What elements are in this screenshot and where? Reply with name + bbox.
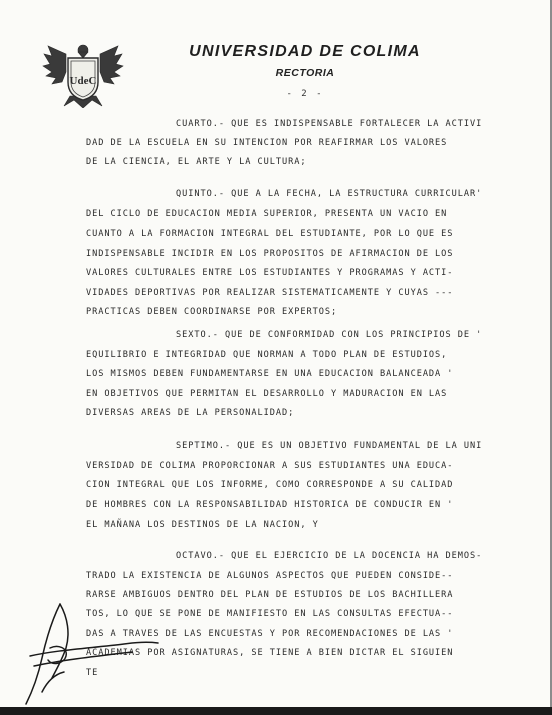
- office-subtitle: RECTORIA: [275, 67, 335, 79]
- scan-border: [0, 707, 552, 715]
- body-line: VIDADES DEPORTIVAS POR REALIZAR SISTEMATICAMENTE Y CUYAS ---: [86, 288, 454, 298]
- body-line: INDISPENSABLE INCIDIR EN LOS PROPOSITOS DE AFIRMACION DE LOS: [86, 249, 454, 259]
- page-number: - 2 -: [286, 89, 324, 99]
- body-line: SEPTIMO.- QUE ES UN OBJETIVO FUNDAMENTAL DE LA UNI: [176, 441, 483, 451]
- body-line: DE LA CIENCIA, EL ARTE Y LA CULTURA;: [86, 157, 307, 167]
- body-line: OCTAVO.- QUE EL EJERCICIO DE LA DOCENCIA HA DEMOS-: [176, 551, 483, 561]
- institution-title: UNIVERSIDAD DE COLIMA: [189, 43, 421, 60]
- body-line: EQUILIBRIO E INTEGRIDAD QUE NORMAN A TODO PLAN DE ESTUDIOS,: [86, 350, 448, 360]
- body-line: LOS MISMOS DEBEN FUNDAMENTARSE EN UNA EDUCACION BALANCEADA ': [86, 369, 454, 379]
- body-line: TE: [86, 668, 99, 678]
- body-line: DAS A TRAVES DE LAS ENCUESTAS Y POR RECOMENDACIONES DE LAS ': [86, 629, 454, 639]
- body-line: VALORES CULTURALES ENTRE LOS ESTUDIANTES Y PROGRAMAS Y ACTI-: [86, 268, 454, 278]
- svg-text:UdeC: UdeC: [69, 75, 97, 87]
- body-line: VERSIDAD DE COLIMA PROPORCIONAR A SUS ESTUDIANTES UNA EDUCA-: [86, 461, 454, 471]
- body-line: PRACTICAS DEBEN COORDINARSE POR EXPERTOS;: [86, 307, 338, 317]
- body-line: DE HOMBRES CON LA RESPONSABILIDAD HISTORICA DE CONDUCIR EN ': [86, 500, 454, 510]
- body-line: CUANTO A LA FORMACION INTEGRAL DEL ESTUDIANTE, POR LO QUE ES: [86, 229, 454, 239]
- body-line: EL MAÑANA LOS DESTINOS DE LA NACION, Y: [86, 520, 319, 530]
- body-line: DAD DE LA ESCUELA EN SU INTENCION POR REAFIRMAR LOS VALORES: [86, 138, 448, 148]
- body-line: SEXTO.- QUE DE CONFORMIDAD CON LOS PRINCIPIOS DE ': [176, 330, 483, 340]
- body-line: CION INTEGRAL QUE LOS INFORME, COMO CORRESPONDE A SU CALIDAD: [86, 480, 454, 490]
- body-line: CUARTO.- QUE ES INDISPENSABLE FORTALECER LA ACTIVI: [176, 119, 483, 129]
- body-line: DEL CICLO DE EDUCACION MEDIA SUPERIOR, PRESENTA UN VACIO EN: [86, 209, 448, 219]
- body-line: RARSE AMBIGUOS DENTRO DEL PLAN DE ESTUDIOS DE LOS BACHILLERA: [86, 590, 454, 600]
- body-line: ACADEMIAS POR ASIGNATURAS, SE TIENE A BIEN DICTAR EL SIGUIEN: [86, 648, 454, 658]
- body-line: TOS, LO QUE SE PONE DE MANIFIESTO EN LAS CONSULTAS EFECTUA--: [86, 609, 454, 619]
- body-line: DIVERSAS AREAS DE LA PERSONALIDAD;: [86, 408, 295, 418]
- body-line: EN OBJETIVOS QUE PERMITAN EL DESARROLLO Y MADURACION EN LAS: [86, 389, 448, 399]
- handwritten-signature-icon: [12, 596, 160, 708]
- body-line: QUINTO.- QUE A LA FECHA, LA ESTRUCTURA CURRICULAR': [176, 189, 483, 199]
- body-line: TRADO LA EXISTENCIA DE ALGUNOS ASPECTOS QUE PUEDEN CONSIDE--: [86, 571, 454, 581]
- eagle-crest-seal-icon: [40, 42, 126, 108]
